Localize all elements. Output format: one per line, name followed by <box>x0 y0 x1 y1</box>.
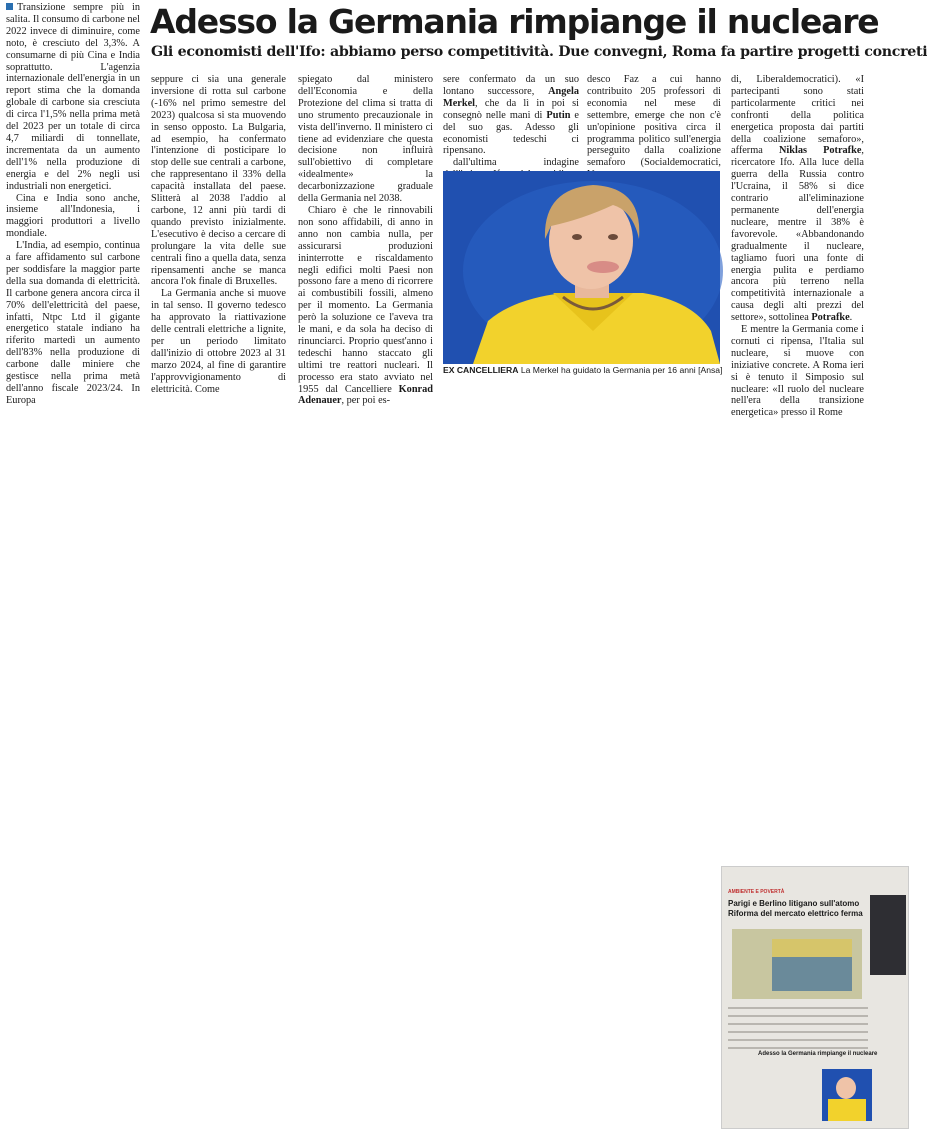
person-name: Angela Merkel <box>443 85 579 109</box>
paragraph: La Germania anche si muove in tal senso. Il governo tedesco ha approvato la riattivazione delle centrali elettriche a lignite, per un periodo limitato dall'inizio di ottobre 2023 al 31 marzo 2024, al fine di garantire l'approvvigionamento di elettricità. Come <box>151 288 286 395</box>
thumbnail-section: AMBIENTE E POVERTÀ <box>728 889 785 895</box>
paragraph-text: , per poi es- <box>341 395 391 407</box>
person-name: Putin <box>546 109 571 121</box>
paragraph: Cina e India sono anche, insieme all'Indonesia, i maggiori produttori a livello mondiale. <box>6 192 140 240</box>
paragraph: Transizione sempre più in salita. Il consumo di carbone nel 2022 invece di diminuire, come noto, è cresciuto del 3,3%. A consumarne di più Cina e India soprattutto. L'agenzia internazionale dell'energia in un report stima che la domanda globale di carbone sia cresciuta di circa l'1,5% nella prima metà del 2023 per un totale di circa 4,7 miliardi di tonnellate, incrementata da un aumento dell'1% nella produzione di energia e del 2% negli usi industriali non energetici. <box>6 2 140 192</box>
paragraph <box>298 205 433 407</box>
paragraph: E mentre la Germania come i cornuti ci ripensa, l'Italia sul nucleare, si muove con iniziative concrete. A Roma ieri si è tenuto il Simposio sul nucleare: «Il ruolo del nucleare nell'era della transizione energetica» presso il Rome <box>731 324 864 419</box>
article-subheadline: Gli economisti dell'Ifo: abbiamo perso competitività. Due convegni, Roma fa partire progetti concreti <box>151 44 927 60</box>
bullet-square-icon <box>6 3 13 10</box>
article-headline: Adesso la Germania rimpiange il nucleare <box>150 2 879 41</box>
thumbnail-chart <box>732 929 862 999</box>
person-name: Konrad Adenauer <box>298 383 434 407</box>
caption-text: La Merkel ha guidato la Germania per 16 anni <box>520 365 696 375</box>
caption-label: EX CANCELLIERA <box>443 365 519 375</box>
paragraph-text: Chiaro è che le rinnovabili non sono affidabili, di anno in anno non cambia nulla, per assicurarsi produzioni ininterrotte e riscaldamento negli edifici molti Paesi non possono fare a meno di ricorrere ai combustibili fossili, almeno per il momento. La Germania però la soluzione ce l'aveva tra le mani, e da sola ha deciso di rinunciarci. Proprio quest'anno i tedeschi hanno staccato gli ultimi tre reattori nucleari. Il processo era stato avviato nel 1955 dal Cancelliere <box>298 204 433 395</box>
thumbnail-headline: Adesso la Germania rimpiange il nucleare <box>758 1051 878 1057</box>
paragraph: desco Faz a cui hanno contribuito 205 professori di economia nel mese di settembre, emerge che non c'è un'opinione positiva circa il programma politico sull'energia perseguito dalla coalizione semaforo (Socialdemocratici, <box>587 74 721 169</box>
page-thumbnail <box>721 866 909 1129</box>
paragraph-text: , ricercatore Ifo. Alla luce della guerra della Russia contro l'Ucraina, il 58% si dice contrario all'eliminazione permanente dell'energia nucleare, mentre il 38% è favorevole. «Abbandonando gradualmente il nucleare, tagliamo fuori una fonte di energia pulita e perdiamo ancora più terreno nella competitività internazionale a causa degli alti prezzi del settore», sottolinea <box>731 145 864 324</box>
caption-credit: [Ansa] <box>698 365 723 375</box>
article-column-1 <box>6 2 140 406</box>
paragraph <box>443 74 579 157</box>
thumbnail-photo <box>870 895 906 975</box>
person-name: Niklas Potrafke <box>778 145 862 157</box>
article-column-3 <box>298 74 434 407</box>
article-column-2 <box>151 74 286 395</box>
paragraph: spiegato dal ministero dell'Economia e della Protezione del clima si tratta di uno strumento precauzionale in vista dell'inverno. Il ministero ci tiene ad evidenziare che questa decisione non influirà sull'obiettivo di completare «idealmente» la decarbonizzazione graduale della Germania nel 2038. <box>298 74 433 205</box>
portrait-illustration <box>443 171 720 364</box>
paragraph-text: di, Liberaldemocratici). «I partecipanti sono stati particolarmente critici nei confronti della politica energetica proposta dai partiti della coalizione semaforo», afferma <box>731 74 864 157</box>
paragraph-text: , che da lì in poi si consegnò nelle mani di <box>443 97 579 121</box>
paragraph: L'India, ad esempio, continua a fare affidamento sul carbone per soddisfare la maggior parte della sua domanda di elettricità. Il carbone genera ancora circa il 70% dell'elettricità del paese, infatti, Ntpc Ltd il gigante energetico statale indiano ha riferito martedì un aumento dell'83% nella produzione di carbone dalle miniere che gestisce nella prima metà dell'anno fiscale 2023/24. In Europa <box>6 240 140 406</box>
paragraph-text: e del suo gas. Adesso gli economisti tedeschi ci ripensano. <box>443 109 579 157</box>
thumbnail-headline: Parigi e Berlino litigano sull'atomo <box>728 899 860 908</box>
thumbnail-photo <box>822 1069 872 1121</box>
article-column-5 <box>587 74 721 169</box>
article-column-6 <box>731 74 864 419</box>
paragraph <box>731 74 864 324</box>
paragraph: seppure ci sia una generale inversione di rotta sul carbone (-16% nel primo semestre del 2023) qualcosa si sta muovendo in senso opposto. La Bulgaria, ad esempio, ha confermato l'intenzione di posticipare lo stop delle sue centrali a carbone, che rappresentano il 33% della capacità installata del paese. Slitterà al 2038 l'addio al carbone, 12 anni più tardi di quando previsto inizialmente. L'esecutivo è deciso a cercare di prolungare la vita delle sue centrali fino a quella data, senza ripensamenti anche se manca ancora l'ok finale di Bruxelles. <box>151 74 286 288</box>
paragraph-text: sere confermato da un suo lontano successore, <box>443 74 579 97</box>
paragraph-text: . <box>849 312 853 324</box>
thumbnail-headline: Riforma del mercato elettrico ferma <box>728 909 863 918</box>
article-column-4 <box>443 74 579 169</box>
merkel-photo <box>443 171 720 364</box>
person-name: Potrafke <box>811 312 850 324</box>
paragraph: dall'ultima indagine <box>453 157 579 169</box>
photo-caption <box>443 365 728 376</box>
